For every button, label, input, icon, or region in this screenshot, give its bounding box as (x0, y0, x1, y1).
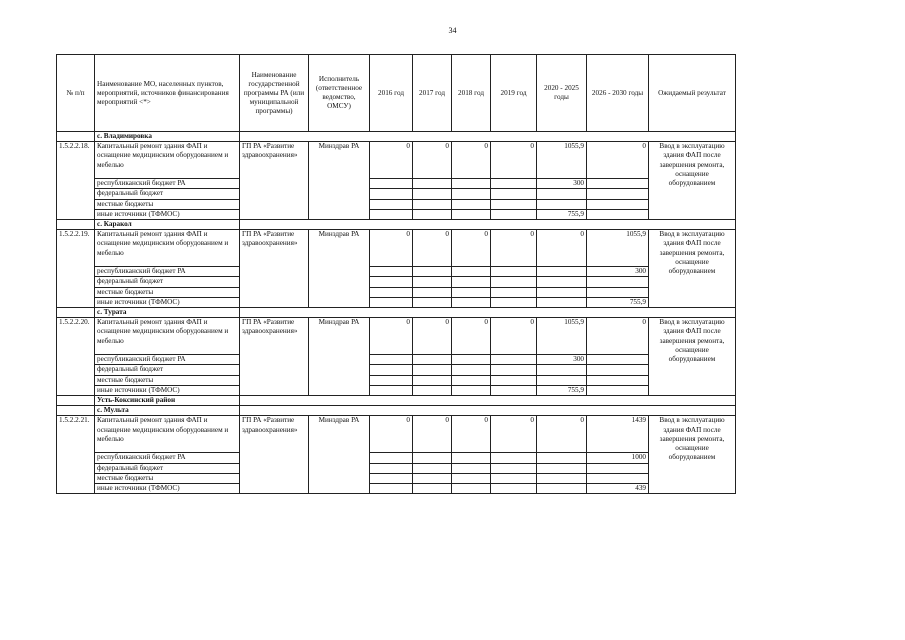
empty-cell (370, 375, 413, 385)
source-value-2020-2025 (537, 267, 587, 277)
funding-source-row (57, 209, 736, 219)
funding-source-row (57, 355, 736, 365)
measures-table (56, 54, 736, 494)
expected-result: Ввод в эксплуатацию здания ФАП после завершения ремонта, оснащение оборудованием (649, 416, 736, 494)
empty-cell (413, 463, 452, 473)
empty-cell (413, 385, 452, 395)
empty-cell (413, 287, 452, 297)
empty-cell (491, 463, 537, 473)
source-value-2020-2025 (537, 463, 587, 473)
value-2016: 0 (370, 142, 413, 179)
empty-cell (370, 209, 413, 219)
empty-cell (413, 179, 452, 189)
source-value-2026-2030: 300 (587, 267, 649, 277)
source-value-2020-2025: 755,9 (537, 385, 587, 395)
header-row (57, 55, 736, 132)
empty-cell (370, 287, 413, 297)
village-row (57, 132, 736, 142)
value-2026-2030: 0 (587, 142, 649, 179)
value-2017: 0 (413, 142, 452, 179)
empty-cell (491, 277, 537, 287)
funding-source-label: иные источники (ТФМОС) (95, 209, 240, 219)
source-value-2026-2030 (587, 277, 649, 287)
value-2018: 0 (452, 416, 491, 453)
value-2018: 0 (452, 230, 491, 267)
empty-cell (491, 385, 537, 395)
source-value-2026-2030 (587, 365, 649, 375)
empty-cell (370, 385, 413, 395)
header-2026-2030: 2026 - 2030 годы (587, 55, 649, 132)
empty-cell (452, 179, 491, 189)
source-value-2020-2025 (537, 365, 587, 375)
measure-number: 1.5.2.2.18. (57, 142, 95, 220)
source-value-2026-2030 (587, 385, 649, 395)
measure-row (57, 318, 736, 355)
empty-cell (452, 297, 491, 307)
measure-number: 1.5.2.2.21. (57, 416, 95, 494)
source-value-2020-2025 (537, 453, 587, 463)
value-2019: 0 (491, 230, 537, 267)
funding-source-label: республиканский бюджет РА (95, 179, 240, 189)
empty-cell (240, 406, 736, 416)
value-2020-2025: 0 (537, 230, 587, 267)
empty-cell (452, 463, 491, 473)
empty-cell (413, 199, 452, 209)
program-name: ГП РА «Развитие здравоохранения» (240, 318, 309, 396)
header-executor: Исполнитель (ответственное ведомство, ОМСУ) (309, 55, 370, 132)
funding-source-label: федеральный бюджет (95, 365, 240, 375)
funding-source-row (57, 287, 736, 297)
funding-source-label: иные источники (ТФМОС) (95, 484, 240, 494)
measure-row (57, 142, 736, 179)
empty-cell (413, 365, 452, 375)
empty-cell (491, 297, 537, 307)
funding-source-row (57, 463, 736, 473)
funding-source-label: республиканский бюджет РА (95, 355, 240, 365)
empty-cell (413, 375, 452, 385)
source-value-2026-2030: 439 (587, 484, 649, 494)
program-name: ГП РА «Развитие здравоохранения» (240, 142, 309, 220)
empty-cell (370, 189, 413, 199)
empty-cell (452, 453, 491, 463)
empty-cell (491, 375, 537, 385)
funding-source-row (57, 375, 736, 385)
empty-cell (57, 132, 95, 142)
empty-cell (413, 267, 452, 277)
header-program: Наименование государственной программы РА (или муниципальной программы) (240, 55, 309, 132)
program-name: ГП РА «Развитие здравоохранения» (240, 416, 309, 494)
empty-cell (240, 220, 736, 230)
source-value-2026-2030 (587, 199, 649, 209)
village-name: с. Турата (95, 308, 240, 318)
source-value-2026-2030 (587, 287, 649, 297)
empty-cell (491, 267, 537, 277)
source-value-2026-2030 (587, 375, 649, 385)
header-name: Наименование МО, населенных пунктов, мероприятий, источников финансирования мероприятий <*> (95, 55, 240, 132)
page-number: 34 (448, 26, 457, 35)
value-2019: 0 (491, 142, 537, 179)
value-2016: 0 (370, 416, 413, 453)
empty-cell (240, 396, 736, 406)
source-value-2026-2030 (587, 209, 649, 219)
executor-name: Минздрав РА (309, 416, 370, 494)
funding-source-label: местные бюджеты (95, 375, 240, 385)
empty-cell (491, 199, 537, 209)
value-2019: 0 (491, 416, 537, 453)
value-2016: 0 (370, 230, 413, 267)
source-value-2026-2030 (587, 179, 649, 189)
empty-cell (491, 453, 537, 463)
funding-source-label: федеральный бюджет (95, 277, 240, 287)
village-name: с. Каракол (95, 220, 240, 230)
source-value-2026-2030: 1000 (587, 453, 649, 463)
funding-source-label: федеральный бюджет (95, 463, 240, 473)
value-2020-2025: 1055,9 (537, 318, 587, 355)
source-value-2020-2025 (537, 375, 587, 385)
funding-source-label: федеральный бюджет (95, 189, 240, 199)
empty-cell (57, 308, 95, 318)
funding-source-label: республиканский бюджет РА (95, 267, 240, 277)
value-2017: 0 (413, 230, 452, 267)
empty-cell (370, 453, 413, 463)
empty-cell (452, 484, 491, 494)
empty-cell (370, 473, 413, 483)
value-2020-2025: 0 (537, 416, 587, 453)
empty-cell (491, 179, 537, 189)
source-value-2020-2025 (537, 277, 587, 287)
empty-cell (452, 209, 491, 219)
empty-cell (452, 267, 491, 277)
funding-source-row (57, 277, 736, 287)
funding-source-row (57, 189, 736, 199)
funding-source-label: местные бюджеты (95, 287, 240, 297)
empty-cell (370, 277, 413, 287)
village-name: с. Владимировка (95, 132, 240, 142)
header-2019: 2019 год (491, 55, 537, 132)
program-name: ГП РА «Развитие здравоохранения» (240, 230, 309, 308)
source-value-2020-2025 (537, 199, 587, 209)
value-2026-2030: 0 (587, 318, 649, 355)
village-row (57, 220, 736, 230)
empty-cell (413, 277, 452, 287)
measure-number: 1.5.2.2.20. (57, 318, 95, 396)
empty-cell (413, 484, 452, 494)
measure-row (57, 416, 736, 453)
empty-cell (370, 297, 413, 307)
empty-cell (413, 473, 452, 483)
measure-name: Капитальный ремонт здания ФАП и оснащение медицинским оборудованием и мебелью (95, 318, 240, 355)
value-2018: 0 (452, 318, 491, 355)
empty-cell (370, 199, 413, 209)
empty-cell (491, 484, 537, 494)
header-2017: 2017 год (413, 55, 452, 132)
empty-cell (452, 355, 491, 365)
empty-cell (413, 355, 452, 365)
empty-cell (452, 473, 491, 483)
empty-cell (370, 365, 413, 375)
source-value-2026-2030 (587, 189, 649, 199)
funding-source-row (57, 453, 736, 463)
expected-result: Ввод в эксплуатацию здания ФАП после завершения ремонта, оснащение оборудованием (649, 230, 736, 308)
empty-cell (452, 287, 491, 297)
funding-source-label: иные источники (ТФМОС) (95, 297, 240, 307)
funding-source-label: республиканский бюджет РА (95, 453, 240, 463)
funding-source-row (57, 199, 736, 209)
village-row (57, 406, 736, 416)
empty-cell (413, 189, 452, 199)
empty-cell (370, 484, 413, 494)
empty-cell (57, 220, 95, 230)
empty-cell (240, 308, 736, 318)
header-result: Ожидаемый результат (649, 55, 736, 132)
empty-cell (370, 179, 413, 189)
source-value-2026-2030 (587, 473, 649, 483)
funding-source-row (57, 473, 736, 483)
funding-source-row (57, 484, 736, 494)
empty-cell (491, 287, 537, 297)
empty-cell (452, 189, 491, 199)
funding-source-row (57, 179, 736, 189)
source-value-2026-2030 (587, 355, 649, 365)
empty-cell (452, 277, 491, 287)
empty-cell (370, 463, 413, 473)
empty-cell (240, 132, 736, 142)
funding-source-row (57, 297, 736, 307)
funding-source-label: иные источники (ТФМОС) (95, 385, 240, 395)
village-row (57, 308, 736, 318)
source-value-2020-2025: 755,9 (537, 209, 587, 219)
header-2016: 2016 год (370, 55, 413, 132)
measure-name: Капитальный ремонт здания ФАП и оснащение медицинским оборудованием и мебелью (95, 142, 240, 179)
source-value-2020-2025 (537, 297, 587, 307)
source-value-2020-2025 (537, 473, 587, 483)
measure-name: Капитальный ремонт здания ФАП и оснащение медицинским оборудованием и мебелью (95, 230, 240, 267)
expected-result: Ввод в эксплуатацию здания ФАП после завершения ремонта, оснащение оборудованием (649, 142, 736, 220)
empty-cell (452, 365, 491, 375)
funding-source-label: местные бюджеты (95, 199, 240, 209)
header-2020-2025: 2020 - 2025 годы (537, 55, 587, 132)
value-2017: 0 (413, 318, 452, 355)
empty-cell (452, 199, 491, 209)
expected-result: Ввод в эксплуатацию здания ФАП после завершения ремонта, оснащение оборудованием (649, 318, 736, 396)
funding-source-row (57, 385, 736, 395)
header-num: № п/п (57, 55, 95, 132)
source-value-2020-2025 (537, 484, 587, 494)
value-2018: 0 (452, 142, 491, 179)
value-2017: 0 (413, 416, 452, 453)
source-value-2020-2025 (537, 189, 587, 199)
header-2018: 2018 год (452, 55, 491, 132)
funding-source-row (57, 267, 736, 277)
district-name: Усть-Коксинский район (95, 396, 240, 406)
empty-cell (57, 396, 95, 406)
empty-cell (57, 406, 95, 416)
village-name: с. Мульта (95, 406, 240, 416)
empty-cell (491, 189, 537, 199)
value-2026-2030: 1439 (587, 416, 649, 453)
empty-cell (452, 385, 491, 395)
measure-name: Капитальный ремонт здания ФАП и оснащение медицинским оборудованием и мебелью (95, 416, 240, 453)
empty-cell (491, 365, 537, 375)
source-value-2020-2025: 300 (537, 355, 587, 365)
empty-cell (491, 473, 537, 483)
empty-cell (413, 453, 452, 463)
empty-cell (413, 297, 452, 307)
executor-name: Минздрав РА (309, 142, 370, 220)
empty-cell (370, 267, 413, 277)
funding-source-row (57, 365, 736, 375)
value-2020-2025: 1055,9 (537, 142, 587, 179)
executor-name: Минздрав РА (309, 318, 370, 396)
funding-source-label: местные бюджеты (95, 473, 240, 483)
value-2016: 0 (370, 318, 413, 355)
value-2026-2030: 1055,9 (587, 230, 649, 267)
source-value-2026-2030: 755,9 (587, 297, 649, 307)
measure-number: 1.5.2.2.19. (57, 230, 95, 308)
value-2019: 0 (491, 318, 537, 355)
measure-row (57, 230, 736, 267)
source-value-2020-2025 (537, 287, 587, 297)
empty-cell (370, 355, 413, 365)
district-row (57, 396, 736, 406)
empty-cell (452, 375, 491, 385)
empty-cell (491, 355, 537, 365)
executor-name: Минздрав РА (309, 230, 370, 308)
source-value-2026-2030 (587, 463, 649, 473)
empty-cell (491, 209, 537, 219)
source-value-2020-2025: 300 (537, 179, 587, 189)
empty-cell (413, 209, 452, 219)
